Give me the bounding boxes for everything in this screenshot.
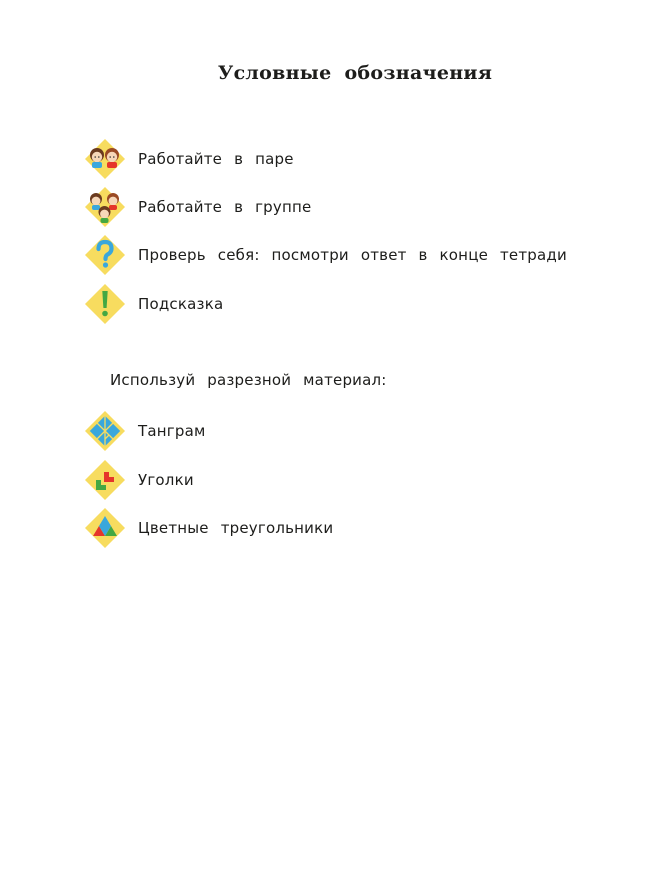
- group-icon: [84, 186, 126, 228]
- pair-icon: [84, 138, 126, 180]
- material-label: Танграм: [138, 422, 206, 440]
- legend-label: Проверь себя: посмотри ответ в конце тетради: [138, 246, 567, 264]
- legend-item-group: [84, 187, 311, 227]
- legend-item-hint: [84, 284, 223, 324]
- tangram-icon: [84, 410, 126, 452]
- legend-label: Подсказка: [138, 295, 224, 313]
- material-label: Уголки: [138, 471, 194, 489]
- exclamation-icon: [84, 283, 126, 325]
- material-label: Цветные треугольники: [138, 519, 334, 537]
- material-item-tangram: [84, 411, 205, 451]
- page-title: Условные обозначения: [217, 62, 493, 84]
- question-icon: [84, 234, 126, 276]
- legend-label: Работайте в группе: [138, 198, 312, 216]
- materials-heading: Используй разрезной материал:: [110, 371, 387, 389]
- legend-item-check: [84, 235, 567, 275]
- material-item-triangles: [84, 508, 333, 548]
- legend-item-pair: [84, 139, 294, 179]
- legend-label: Работайте в паре: [138, 150, 294, 168]
- corners-icon: [84, 459, 126, 501]
- triangles-icon: [84, 507, 126, 549]
- material-item-corners: [84, 460, 194, 500]
